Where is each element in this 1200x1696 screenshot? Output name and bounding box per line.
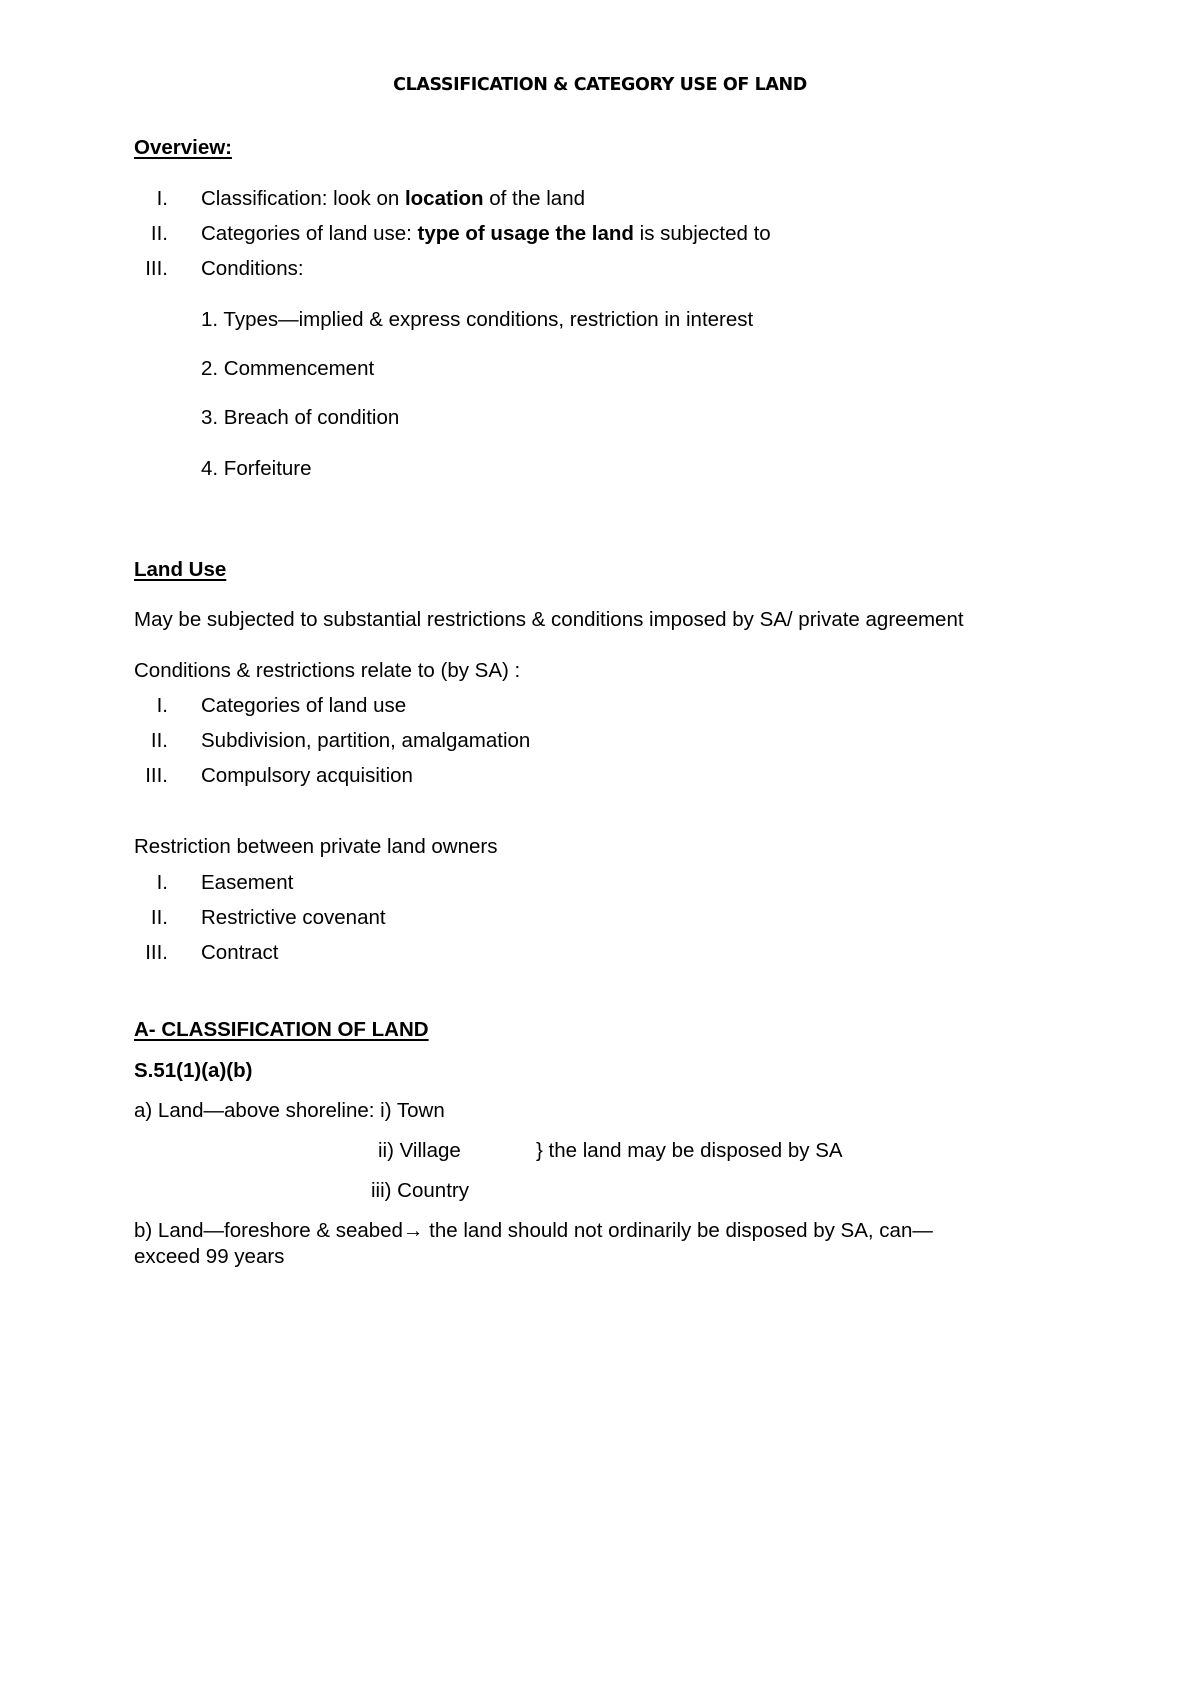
- condition-item: 1. Types—implied & express conditions, restriction in interest: [201, 308, 754, 331]
- land-use-heading: Land Use: [134, 558, 227, 581]
- classification-b-line-continued: exceed 99 years: [134, 1245, 285, 1268]
- list-number: I.: [156, 187, 168, 210]
- country-item: iii) Country: [371, 1179, 469, 1202]
- classification-b-line: b) Land—foreshore & seabed→ the land should not ordinarily be disposed by SA, can—: [134, 1219, 933, 1242]
- list-number: II.: [150, 729, 168, 752]
- page-title: CLASSIFICATION & CATEGORY USE OF LAND: [393, 75, 807, 95]
- disposal-note: } the land may be disposed by SA: [536, 1139, 843, 1162]
- list-item: Classification: look on location of the land: [201, 187, 586, 210]
- list-number: II.: [150, 906, 168, 929]
- list-number: III.: [145, 257, 168, 280]
- classification-heading: A- CLASSIFICATION OF LAND: [134, 1018, 429, 1041]
- list-item: Subdivision, partition, amalgamation: [201, 729, 531, 752]
- list-number: II.: [150, 222, 168, 245]
- section-reference: S.51(1)(a)(b): [134, 1059, 253, 1082]
- land-use-intro: May be subjected to substantial restrictions & conditions imposed by SA/ private agreement: [134, 608, 964, 631]
- arrow-icon: →: [402, 1219, 424, 1242]
- list-item: Conditions:: [201, 257, 304, 280]
- list-number: I.: [156, 871, 168, 894]
- sa-restrictions-intro: Conditions & restrictions relate to (by SA) :: [134, 659, 521, 682]
- list-item: Compulsory acquisition: [201, 764, 413, 787]
- condition-item: 4. Forfeiture: [201, 457, 312, 480]
- condition-item: 3. Breach of condition: [201, 406, 400, 429]
- list-item: Restrictive covenant: [201, 906, 386, 929]
- list-item: Categories of land use: type of usage the land is subjected to: [201, 222, 771, 245]
- list-item: Easement: [201, 871, 294, 894]
- overview-heading: Overview:: [134, 136, 232, 159]
- private-restrictions-intro: Restriction between private land owners: [134, 835, 498, 858]
- classification-a-line: a) Land—above shoreline: i) Town: [134, 1099, 445, 1122]
- list-item: Categories of land use: [201, 694, 407, 717]
- list-number: I.: [156, 694, 168, 717]
- list-item: Contract: [201, 941, 279, 964]
- list-number: III.: [145, 941, 168, 964]
- village-item: ii) Village: [378, 1139, 461, 1162]
- list-number: III.: [145, 764, 168, 787]
- condition-item: 2. Commencement: [201, 357, 375, 380]
